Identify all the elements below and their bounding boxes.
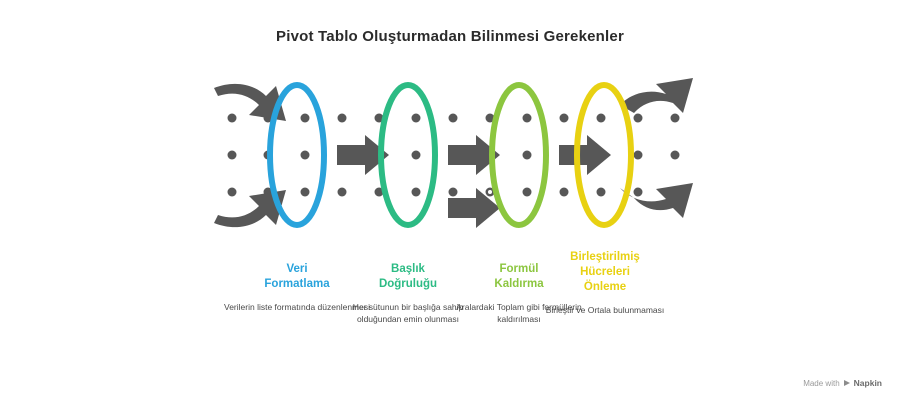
step-4-title-line1: Birleştirilmiş [570,251,640,263]
footer-attribution [803,378,882,388]
step-2-title-line2: Doğruluğu [378,278,438,290]
outflow-arrow-bottom [620,183,693,218]
page-title: Pivot Tablo Oluşturmadan Bilinmesi Gerekenler [276,28,624,45]
ring-1 [270,85,324,225]
step-labels [0,251,900,372]
step-arrow-4 [559,135,611,175]
step-1-description: Verilerin liste formatında düzenlenmesi [224,302,370,312]
step-4-title-line2: Hücreleri [580,266,630,278]
napkin-brand-label: Napkin [853,378,882,388]
step-1-title-line2: Formatlama [264,278,330,290]
step-4-description: Birleştir ve Ortala bulunmaması [545,305,665,315]
funnel-diagram [0,60,900,270]
step-4-title [530,250,680,295]
outflow-arrow-top [620,78,693,113]
step-4-title-line3: Önleme [583,281,627,293]
step-3-description: Aralardaki Toplam gibi formüllerin kaldırılması [456,302,582,324]
step-2-description: Her sütunun bir başlığa sahip olduğundan emin olunması [352,302,464,324]
play-triangle-icon [844,380,850,386]
ring-2 [381,85,435,225]
step-1-title-line1: Veri [286,263,308,275]
ring-3 [492,85,546,225]
step-3-title-line2: Kaldırma [494,278,544,290]
step-3-title-line1: Formül [499,263,539,275]
step-2-title-line1: Başlık [391,263,425,275]
step-4 [530,250,680,316]
made-with-label: Made with [803,378,840,388]
